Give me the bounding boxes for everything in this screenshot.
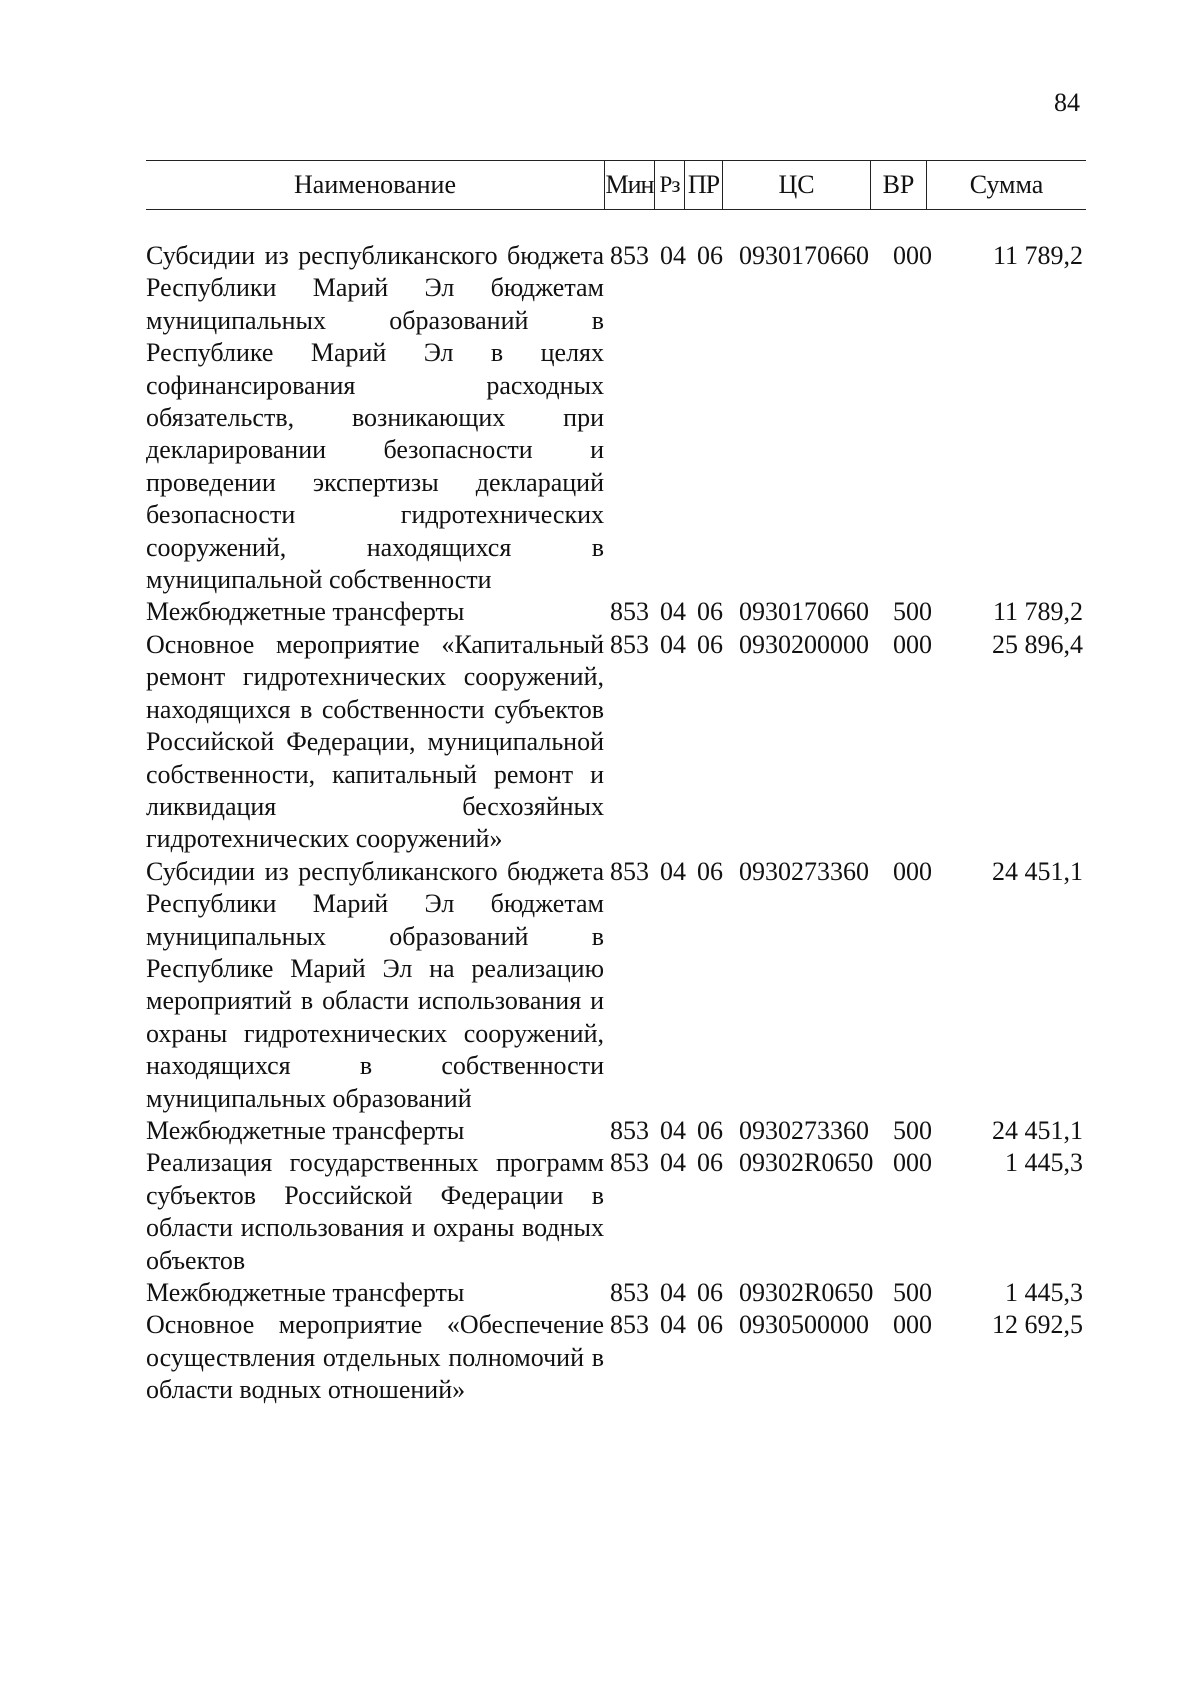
table-body (146, 240, 1086, 1407)
row-cs: 0930200000 (739, 629, 869, 659)
row-vr: 000 (893, 1148, 932, 1178)
header-name: Наименование (294, 170, 456, 199)
row-sum: 11 789,2 (992, 597, 1083, 627)
header-min: Мин (604, 161, 654, 209)
header-rz: Рз (654, 161, 684, 209)
row-name: Субсидии из республиканского бюджета Республики Марий Эл бюджетам муниципальных образований в Республике Марий Эл на реализацию мероприятий в области использования и охраны гидротехнических сооружений, находящихся в собственности муниципальных образований (146, 856, 604, 1113)
row-min: 853 (610, 856, 649, 886)
header-cs: ЦС (722, 161, 870, 209)
row-pr: 06 (697, 1115, 723, 1145)
row-vr: 000 (893, 241, 932, 270)
row-name: Основное мероприятие «Обеспечение осуществления отдельных полномочий в области водных отношений» (146, 1310, 604, 1405)
row-min: 853 (610, 1148, 649, 1178)
row-min: 853 (610, 597, 649, 627)
row-pr: 06 (697, 1278, 723, 1307)
page-number: 84 (1054, 88, 1080, 117)
row-vr: 000 (893, 629, 932, 659)
row-vr: 500 (893, 1115, 932, 1145)
row-cs: 0930170660 (739, 241, 869, 270)
header-sum: Сумма (926, 161, 1086, 209)
row-rz: 04 (660, 1278, 686, 1307)
header-pr: ПР (684, 161, 722, 209)
row-name: Реализация государственных программ субъектов Российской Федерации в области использования и охраны водных объектов (146, 1148, 604, 1275)
row-name: Межбюджетные трансферты (146, 1278, 465, 1307)
row-name: Субсидии из республиканского бюджета Республики Марий Эл бюджетам муниципальных образований в Республике Марий Эл в целях софинансирования расходных обязательств, возникающих при декларировании безопасности и проведении экспертизы деклараций безопасности гидротехнических сооружений, находящихся в муниципальной собственности (146, 241, 604, 595)
row-pr: 06 (697, 856, 723, 886)
row-sum: 1 445,3 (1005, 1148, 1083, 1178)
table-row (146, 1147, 1086, 1277)
row-cs: 0930170660 (739, 597, 869, 627)
row-sum: 24 451,1 (992, 1115, 1083, 1145)
row-sum: 25 896,4 (992, 629, 1083, 659)
row-sum: 12 692,5 (992, 1310, 1083, 1340)
table-row (146, 240, 1086, 596)
row-sum: 1 445,3 (1005, 1278, 1083, 1307)
header-vr: ВР (870, 161, 926, 209)
row-rz: 04 (660, 241, 686, 270)
row-pr: 06 (697, 597, 723, 627)
row-cs: 0930273360 (739, 1115, 869, 1145)
row-cs: 09302R0650 (739, 1148, 874, 1178)
row-pr: 06 (697, 1148, 723, 1178)
row-pr: 06 (697, 629, 723, 659)
table-row (146, 1277, 1086, 1309)
row-vr: 500 (893, 597, 932, 627)
row-cs: 09302R0650 (739, 1278, 874, 1307)
row-min: 853 (610, 1310, 649, 1340)
row-pr: 06 (697, 1310, 723, 1340)
row-cs: 0930273360 (739, 856, 869, 886)
budget-table (146, 160, 1086, 1407)
row-rz: 04 (660, 1310, 686, 1340)
row-cs: 0930500000 (739, 1310, 869, 1340)
table-row (146, 629, 1086, 856)
row-min: 853 (610, 1115, 649, 1145)
row-min: 853 (610, 241, 649, 270)
row-name: Межбюджетные трансферты (146, 1115, 465, 1145)
table-row (146, 856, 1086, 1115)
row-pr: 06 (697, 241, 723, 270)
table-header (146, 160, 1086, 210)
row-name: Межбюджетные трансферты (146, 597, 465, 627)
row-sum: 24 451,1 (992, 856, 1083, 886)
row-rz: 04 (660, 1148, 686, 1178)
row-vr: 000 (893, 1310, 932, 1340)
row-vr: 000 (893, 856, 932, 886)
row-min: 853 (610, 1278, 649, 1307)
row-min: 853 (610, 629, 649, 659)
row-rz: 04 (660, 856, 686, 886)
row-vr: 500 (893, 1278, 932, 1307)
row-sum: 11 789,2 (992, 241, 1083, 270)
row-rz: 04 (660, 1115, 686, 1145)
row-rz: 04 (660, 597, 686, 627)
table-row (146, 1309, 1086, 1406)
row-name: Основное мероприятие «Капитальный ремонт гидротехнических сооружений, находящихся в собственности субъектов Российской Федерации, муниципальной собственности, капитальный ремонт и ликвидация бесхозяйных гидротехнических сооружений» (146, 629, 604, 854)
table-row (146, 596, 1086, 628)
row-rz: 04 (660, 629, 686, 659)
table-row (146, 1115, 1086, 1147)
